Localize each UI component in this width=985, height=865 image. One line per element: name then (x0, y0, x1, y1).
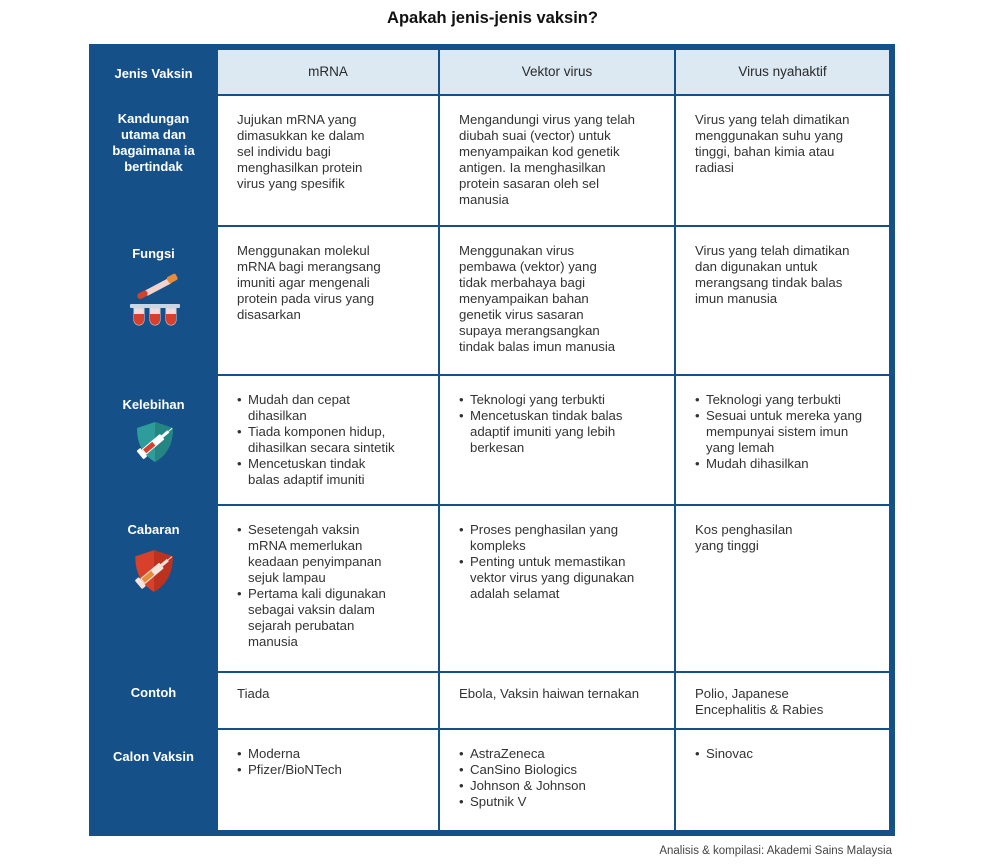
cell-vektor-fungsi: Menggunakan virus pembawa (vektor) yang tidak merbahaya bagi menyampaikan bahan genetik virus sasaran supaya merangsangkan tindak balas imun manusia (440, 227, 674, 374)
source-credit: Analisis & kompilasi: Akademi Sains Malaysia (659, 845, 892, 857)
list-item: • CanSino Biologics (459, 762, 656, 778)
row-label-cabaran: Cabaran (127, 522, 180, 537)
list-item: • Sputnik V (459, 794, 656, 810)
list-item: • Penting untuk memastikan vektor virus yang digunakan adalah selamat (459, 554, 656, 602)
list-item: • Mudah dihasilkan (695, 456, 871, 472)
cell-mrna-kandungan: Jujukan mRNA yang dimasukkan ke dalam sel individu bagi menghasilkan protein virus yang spesifik (218, 96, 438, 225)
header-vektor-virus: Vektor virus (440, 50, 674, 94)
list-item: • Pertama kali digunakan sebagai vaksin dalam sejarah perubatan manusia (237, 586, 420, 650)
cell-vektor-kandungan: Mengandungi virus yang telah diubah suai (vector) untuk menyampaikan kod genetik antigen. Ia menghasilkan protein sasaran oleh sel manusia (440, 96, 674, 225)
list-item: • Pfizer/BioNTech (237, 762, 420, 778)
list-item: • Tiada komponen hidup, dihasilkan secara sintetik (237, 424, 420, 456)
list-item: • AstraZeneca (459, 746, 656, 762)
header-mrna: mRNA (218, 50, 438, 94)
vaccine-table (89, 44, 895, 836)
list-item: • Mencetuskan tindak balas adaptif imuniti (237, 456, 420, 488)
row-label-kelebihan: Kelebihan (122, 397, 185, 412)
list-item: • Mudah dan cepat dihasilkan (237, 392, 420, 424)
list-item: • Johnson & Johnson (459, 778, 656, 794)
cell-mrna-kelebihan (218, 376, 438, 504)
shield-syringe-teal-icon (131, 418, 179, 466)
cell-nyahaktif-contoh: Polio, Japanese Encephalitis & Rabies (676, 673, 889, 728)
list-item: • Teknologi yang terbukti (459, 392, 656, 408)
cell-nyahaktif-fungsi: Virus yang telah dimatikan dan digunakan untuk merangsang tindak balas imun manusia (676, 227, 889, 374)
list-item: • Teknologi yang terbukti (695, 392, 871, 408)
row-label-contoh: Contoh (130, 685, 177, 700)
row-label-fungsi: Fungsi (132, 246, 175, 261)
cell-vektor-cabaran (440, 506, 674, 671)
cell-mrna-calon (218, 730, 438, 830)
header-virus-nyahaktif: Virus nyahaktif (676, 50, 889, 94)
pipette-icon (136, 273, 178, 300)
list-item: • Mencetuskan tindak balas adaptif imuniti yang lebih berkesan (459, 408, 656, 456)
row-label-jenis-vaksin: Jenis Vaksin (114, 66, 193, 81)
cell-nyahaktif-calon (676, 730, 889, 830)
list-item: • Sesetengah vaksin mRNA memerlukan keadaan penyimpanan sejuk lampau (237, 522, 420, 586)
test-tube-rack-icon (130, 304, 180, 325)
cell-mrna-fungsi: Menggunakan molekul mRNA bagi merangsang imuniti agar mengenali protein pada virus yang disasarkan (218, 227, 438, 374)
cell-nyahaktif-kelebihan (676, 376, 889, 504)
cell-nyahaktif-kandungan: Virus yang telah dimatikan menggunakan suhu yang tinggi, bahan kimia atau radiasi (676, 96, 889, 225)
page-title: Apakah jenis-jenis vaksin? (387, 9, 598, 27)
row-label-kandungan: Kandungan utama dan bagaimana ia bertindak (112, 111, 195, 174)
cell-vektor-kelebihan (440, 376, 674, 504)
cell-vektor-contoh: Ebola, Vaksin haiwan ternakan (440, 673, 674, 728)
cell-mrna-contoh: Tiada (218, 673, 438, 728)
cell-mrna-cabaran (218, 506, 438, 671)
list-item: • Moderna (237, 746, 420, 762)
test-tubes-pipette-icon (127, 271, 183, 329)
list-item: • Sinovac (695, 746, 871, 762)
shield-syringe-red-icon (129, 546, 179, 596)
list-item: • Sesuai untuk mereka yang mempunyai sistem imun yang lemah (695, 408, 871, 456)
row-label-calon-vaksin: Calon Vaksin (113, 749, 194, 764)
cell-nyahaktif-cabaran: Kos penghasilan yang tinggi (676, 506, 889, 671)
list-item: • Proses penghasilan yang kompleks (459, 522, 656, 554)
cell-vektor-calon (440, 730, 674, 830)
